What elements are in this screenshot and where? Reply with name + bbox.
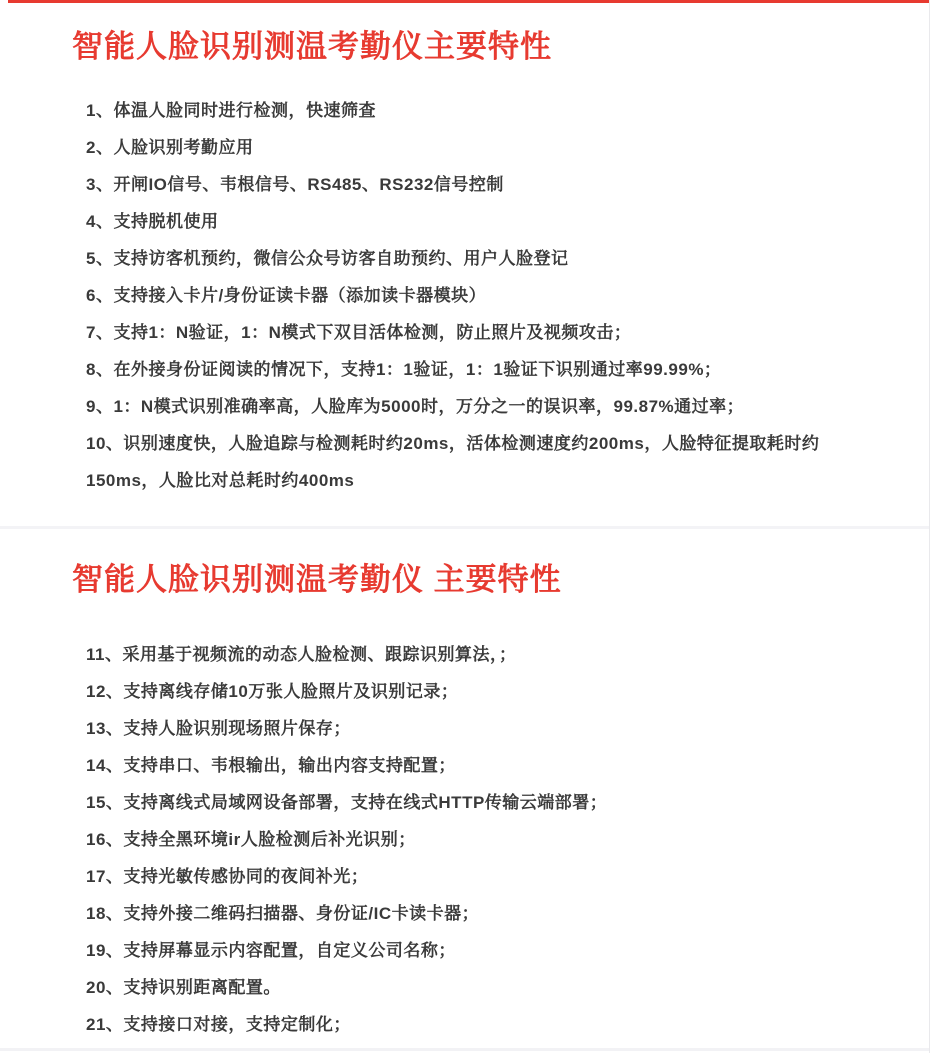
feature-item: 17、支持光敏传感协同的夜间补光； [86, 867, 369, 886]
feature-item: 12、支持离线存储10万张人脸照片及识别记录； [86, 682, 459, 701]
section-title-2: 智能人脸识别测温考勤仪 主要特性 [72, 562, 562, 597]
feature-item: 14、支持串口、韦根输出，输出内容支持配置； [86, 756, 456, 775]
feature-list-2 [0, 636, 930, 1043]
feature-item: 1、体温人脸同时进行检测，快速筛查 [86, 101, 376, 120]
feature-item: 3、开闸IO信号、韦根信号、RS485、RS232信号控制 [86, 175, 504, 194]
feature-item: 18、支持外接二维码扫描器、身份证/IC卡读卡器； [86, 904, 480, 923]
bottom-divider [0, 1048, 930, 1051]
feature-item: 4、支持脱机使用 [86, 212, 219, 231]
section-divider [0, 526, 930, 529]
feature-item: 20、支持识别距离配置。 [86, 978, 281, 997]
feature-item: 21、支持接口对接，支持定制化； [86, 1015, 351, 1034]
feature-item: 15、支持离线式局域网设备部署，支持在线式HTTP传输云端部署； [86, 793, 608, 812]
section-title-1: 智能人脸识别测温考勤仪主要特性 [72, 29, 552, 64]
feature-item: 13、支持人脸识别现场照片保存； [86, 719, 351, 738]
feature-item: 2、人脸识别考勤应用 [86, 138, 254, 157]
features-section-2 [0, 530, 930, 1043]
features-section-1 [0, 0, 930, 499]
feature-item: 11、采用基于视频流的动态人脸检测、跟踪识别算法，； [86, 645, 517, 664]
feature-item: 10、识别速度快，人脸追踪与检测耗时约20ms，活体检测速度约200ms，人脸特征提取耗时约150ms，人脸比对总耗时约400ms [86, 434, 820, 490]
feature-item: 9、1：N模式识别准确率高，人脸库为5000时，万分之一的误识率，99.87%通过率； [86, 397, 745, 416]
feature-item: 7、支持1：N验证，1：N模式下双目活体检测，防止照片及视频攻击； [86, 323, 632, 342]
feature-item: 16、支持全黑环境ir人脸检测后补光识别； [86, 830, 416, 849]
feature-item: 6、支持接入卡片/身份证读卡器（添加读卡器模块） [86, 286, 487, 305]
feature-item: 19、支持屏幕显示内容配置，自定义公司名称； [86, 941, 456, 960]
feature-list-1 [0, 92, 930, 499]
feature-item: 8、在外接身份证阅读的情况下，支持1：1验证，1：1验证下识别通过率99.99%； [86, 360, 722, 379]
feature-item: 5、支持访客机预约，微信公众号访客自助预约、用户人脸登记 [86, 249, 569, 268]
